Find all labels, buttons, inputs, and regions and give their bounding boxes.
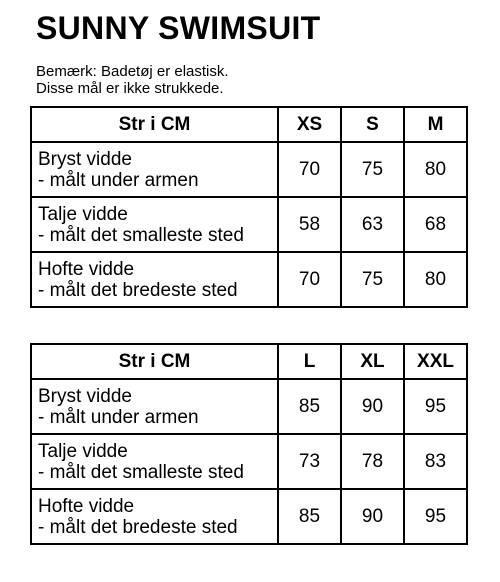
value-cell: 70 [278,142,341,197]
table-row [31,489,467,544]
size-header-xs: XS [278,107,341,142]
measurement-name: Bryst vidde [38,385,132,407]
measurement-label [31,197,278,252]
value-cell: 83 [404,434,467,489]
measurement-name: Hofte vidde [38,495,135,517]
size-header-xxl: XXL [404,344,467,379]
table-row [31,197,467,252]
measurement-detail: - målt det bredeste sted [38,516,238,538]
page-title: SUNNY SWIMSUIT [36,10,321,46]
value-cell: 58 [278,197,341,252]
size-header-l: L [278,344,341,379]
header-label: Str i CM [31,344,278,379]
measurement-name: Talje vidde [38,203,128,225]
measurement-label [31,489,278,544]
measurement-label [31,379,278,434]
value-cell: 68 [404,197,467,252]
table-header-row [31,107,467,142]
value-cell: 70 [278,252,341,307]
value-cell: 75 [341,142,404,197]
measurement-name: Bryst vidde [38,148,132,170]
measurement-label [31,142,278,197]
value-cell: 85 [278,379,341,434]
elasticity-note [36,63,229,97]
table-row [31,434,467,489]
value-cell: 78 [341,434,404,489]
table-row [31,252,467,307]
value-cell: 80 [404,252,467,307]
value-cell: 90 [341,379,404,434]
value-cell: 90 [341,489,404,544]
measurement-detail: - målt under armen [38,406,199,428]
measurement-detail: - målt det smalleste sted [38,224,244,246]
value-cell: 85 [278,489,341,544]
size-header-s: S [341,107,404,142]
measurement-label [31,434,278,489]
measurement-label [31,252,278,307]
note-line-1: Bemærk: Badetøj er elastisk. [36,63,229,80]
size-table-small [30,106,468,308]
measurement-name: Hofte vidde [38,258,135,280]
value-cell: 95 [404,489,467,544]
note-line-2: Disse mål er ikke strukkede. [36,80,224,97]
table-row [31,379,467,434]
size-header-xl: XL [341,344,404,379]
table-header-row [31,344,467,379]
measurement-detail: - målt under armen [38,169,199,191]
size-header-m: M [404,107,467,142]
value-cell: 80 [404,142,467,197]
value-cell: 95 [404,379,467,434]
value-cell: 75 [341,252,404,307]
measurement-detail: - målt det bredeste sted [38,279,238,301]
measurement-name: Talje vidde [38,440,128,462]
header-label: Str i CM [31,107,278,142]
value-cell: 63 [341,197,404,252]
size-table-large [30,343,468,545]
table-row [31,142,467,197]
measurement-detail: - målt det smalleste sted [38,461,244,483]
value-cell: 73 [278,434,341,489]
